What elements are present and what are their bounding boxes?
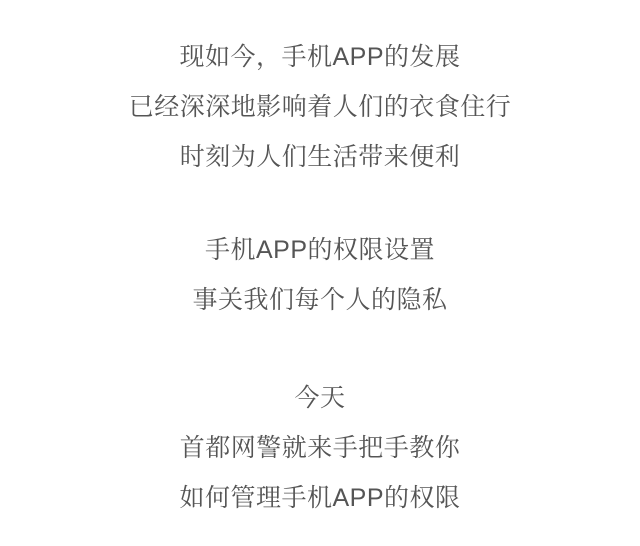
text-line: 现如今，手机APP的发展 xyxy=(179,43,461,71)
paragraph-tutorial-intro xyxy=(0,373,640,523)
text-line: 时刻为人们生活带来便利 xyxy=(179,143,461,171)
text-line: 首都网警就来手把手教你 xyxy=(179,434,461,462)
text-line: 手机APP的权限设置 xyxy=(204,236,436,264)
text-line: 今天 xyxy=(294,384,346,412)
text-line: 事关我们每个人的隐私 xyxy=(192,286,448,314)
text-line: 如何管理手机APP的权限 xyxy=(179,484,461,512)
paragraph-permission-privacy xyxy=(0,225,640,325)
text-line: 已经深深地影响着人们的衣食住行 xyxy=(128,93,512,121)
paragraph-app-development xyxy=(0,32,640,182)
